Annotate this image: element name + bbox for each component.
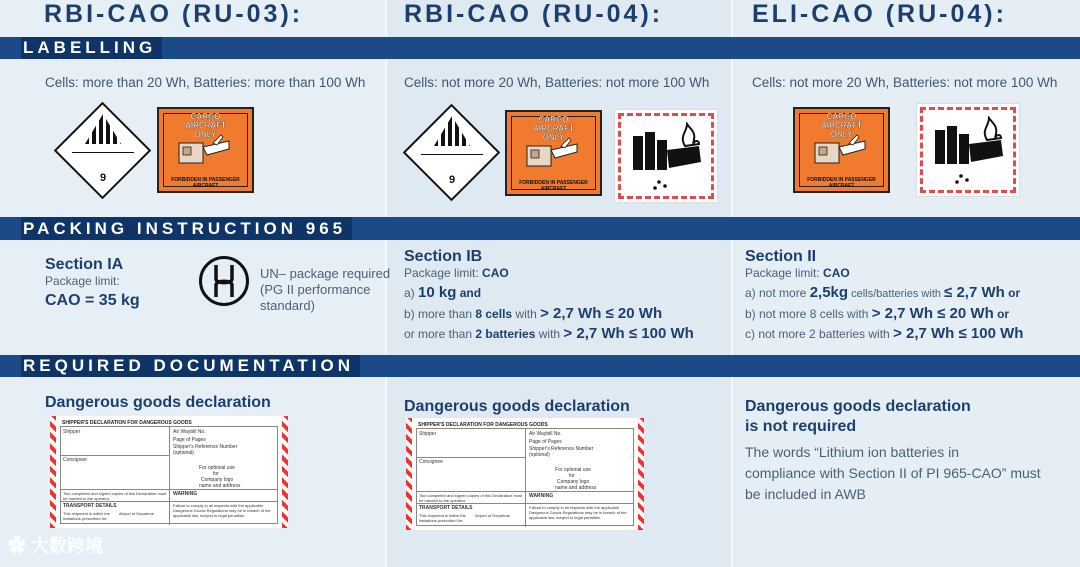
cargo-aircraft-only-label bbox=[157, 107, 254, 193]
form-line bbox=[61, 455, 169, 456]
dg-declaration-form-thumbnail bbox=[50, 416, 288, 528]
lithium-battery-mark bbox=[614, 109, 718, 203]
form-field-shipper: Shipper bbox=[63, 429, 81, 435]
rule-prefix: a) not more bbox=[745, 286, 810, 300]
rule-value: > 2,7 Wh ≤ 100 Wh bbox=[563, 325, 694, 342]
package-limit-value: CAO bbox=[482, 266, 509, 280]
section-ib-rule-c bbox=[404, 325, 694, 342]
form-line bbox=[525, 429, 526, 491]
section-band-required-documentation bbox=[0, 355, 1080, 377]
watermark-paw-icon: ✿ bbox=[8, 536, 26, 556]
section-ia-title: Section IA bbox=[45, 256, 124, 273]
form-field-company-logo: Company logo bbox=[201, 477, 234, 483]
rule-prefix: c) not more 2 batteries with bbox=[745, 327, 894, 341]
cells-limit-text: Cells: not more 20 Wh, Batteries: not more 100 Wh bbox=[752, 75, 1058, 90]
class9-hazard-label bbox=[403, 104, 501, 202]
un-package-line: standard) bbox=[260, 298, 315, 313]
cargo-label-footer: FORBIDDEN IN PASSENGER AIRCRAFT bbox=[807, 177, 876, 189]
doc-title: Dangerous goods declaration bbox=[45, 394, 271, 411]
cargo-plane-icon bbox=[521, 136, 581, 170]
form-field-warning: WARNING bbox=[529, 493, 554, 499]
section-ii-rule-a bbox=[745, 284, 1020, 301]
form-line bbox=[525, 491, 526, 527]
section-ii-awb-note: The words “Lithium ion batteries in bbox=[745, 444, 959, 460]
doc-title: Dangerous goods declaration bbox=[404, 398, 630, 415]
form-field-name-address: name and address bbox=[199, 483, 241, 489]
un-packaging-icon bbox=[199, 256, 249, 306]
class9-divider-line bbox=[421, 154, 483, 155]
class9-number: 9 bbox=[448, 174, 456, 186]
form-field-for: for bbox=[569, 473, 575, 479]
form-field-waybill: Air Waybill No. bbox=[529, 431, 562, 437]
package-limit-line bbox=[404, 266, 509, 280]
form-field-airport: Airport of Departure bbox=[119, 511, 155, 516]
rule-count: 8 cells bbox=[475, 307, 513, 321]
rule-mid: with bbox=[535, 327, 564, 341]
doc-title: Dangerous goods declaration bbox=[745, 398, 971, 415]
form-field-optional: (optional) bbox=[529, 452, 550, 458]
section-ib-rule-a bbox=[404, 284, 481, 301]
form-hatched-edge bbox=[282, 416, 288, 528]
form-field-optional-use: For optional use bbox=[555, 467, 591, 473]
cao-limit-value: CAO = 35 kg bbox=[45, 292, 140, 309]
form-field-consignee: Consignee bbox=[63, 457, 87, 463]
cargo-label-title: CARGO AIRCRAFT ONLY bbox=[533, 115, 574, 142]
rule-mid: cells/batteries with bbox=[848, 288, 945, 300]
package-limit-line bbox=[745, 266, 850, 280]
form-field-company-logo: Company logo bbox=[557, 479, 590, 485]
cargo-aircraft-only-label bbox=[793, 107, 890, 193]
rule-prefix: or more than bbox=[404, 327, 476, 341]
rule-prefix: b) more than bbox=[404, 307, 476, 321]
form-line bbox=[169, 427, 170, 489]
column-title-eli-ru04: ELI-CAO (RU-04): bbox=[752, 0, 1007, 28]
cargo-aircraft-only-label bbox=[505, 110, 602, 196]
band-label: LABELLING bbox=[21, 37, 162, 59]
dg-declaration-form-thumbnail bbox=[406, 418, 644, 530]
form-header: SHIPPER'S DECLARATION FOR DANGEROUS GOODS bbox=[418, 422, 548, 428]
form-field-optional-use: For optional use bbox=[199, 465, 235, 471]
rule-value: 10 kg bbox=[418, 284, 457, 301]
form-field-page: Page of Pages bbox=[173, 437, 206, 443]
form-field-optional: (optional) bbox=[173, 450, 194, 456]
cells-limit-text: Cells: more than 20 Wh, Batteries: more than 100 Wh bbox=[45, 75, 366, 90]
form-hatched-edge bbox=[50, 416, 56, 528]
form-field-warning: WARNING bbox=[173, 491, 198, 497]
section-ii-rule-c bbox=[745, 325, 1023, 342]
form-field-within: This shipment is within the limitations prescribed for: bbox=[419, 513, 466, 523]
form-field-page: Page of Pages bbox=[529, 439, 562, 445]
cargo-label-footer: FORBIDDEN IN PASSENGER AIRCRAFT bbox=[171, 177, 240, 189]
form-header: SHIPPER'S DECLARATION FOR DANGEROUS GOODS bbox=[62, 420, 192, 426]
form-field-airport: Airport of Departure bbox=[475, 513, 511, 518]
form-line bbox=[169, 489, 170, 525]
band-label: REQUIRED DOCUMENTATION bbox=[21, 355, 360, 377]
column-title-rbi-ru03: RBI-CAO (RU-03): bbox=[44, 0, 304, 28]
rule-suffix: or bbox=[993, 307, 1010, 321]
class9-hazard-label bbox=[54, 102, 152, 200]
un-symbol-icon bbox=[202, 259, 246, 303]
rule-mid: with bbox=[512, 307, 541, 321]
section-ii-title: Section II bbox=[745, 248, 817, 265]
form-field-transport: TRANSPORT DETAILS bbox=[419, 505, 473, 511]
form-hatched-edge bbox=[406, 418, 412, 530]
form-field-name-address: name and address bbox=[555, 485, 597, 491]
section-ii-awb-note: be included in AWB bbox=[745, 486, 866, 502]
class9-number: 9 bbox=[99, 172, 107, 184]
rule-suffix: and bbox=[456, 286, 482, 300]
column-divider bbox=[731, 0, 733, 567]
form-field-two-copies: Two completed and signed copies of this Declaration must be handed to the operator. bbox=[419, 493, 523, 503]
rule-prefix: a) bbox=[404, 286, 419, 300]
battery-fire-icon bbox=[931, 116, 1007, 188]
section-band-packing-instruction bbox=[0, 217, 1080, 240]
rule-value: 2,5kg bbox=[809, 284, 849, 301]
form-field-waybill: Air Waybill No. bbox=[173, 429, 206, 435]
section-ib-rule-b bbox=[404, 305, 662, 322]
rule-prefix: b) not more 8 cells with bbox=[745, 307, 872, 321]
rule-value: > 2,7 Wh ≤ 100 Wh bbox=[893, 325, 1024, 342]
form-field-within: This shipment is within the limitations prescribed for: bbox=[63, 511, 110, 521]
form-hatched-edge bbox=[638, 418, 644, 530]
section-band-labelling bbox=[0, 37, 1080, 59]
cells-limit-text: Cells: not more 20 Wh, Batteries: not more 100 Wh bbox=[404, 75, 710, 90]
rule-value: > 2,7 Wh ≤ 20 Wh bbox=[540, 305, 663, 322]
un-package-line: UN– package required bbox=[260, 266, 391, 281]
rule-value: > 2,7 Wh ≤ 20 Wh bbox=[871, 305, 994, 322]
cargo-plane-icon bbox=[173, 133, 233, 167]
watermark-text: 大数跨境 bbox=[31, 536, 104, 556]
cargo-label-footer: FORBIDDEN IN PASSENGER AIRCRAFT bbox=[519, 180, 588, 192]
battery-fire-icon bbox=[629, 122, 705, 194]
package-limit-label: Package limit: bbox=[404, 266, 483, 280]
section-ii-rule-b bbox=[745, 305, 1009, 322]
rule-range: ≤ 2,7 Wh bbox=[944, 284, 1005, 301]
rule-suffix: or bbox=[1004, 286, 1021, 300]
watermark-logo bbox=[8, 532, 103, 558]
form-field-failure: Failure to comply in all respects with the applicable Dangerous Goods Regulations may be in breach of the applicable law, subject to legal penalties. bbox=[173, 503, 271, 518]
column-title-rbi-ru04: RBI-CAO (RU-04): bbox=[404, 0, 664, 28]
rule-count: 2 batteries bbox=[475, 327, 536, 341]
form-field-transport: TRANSPORT DETAILS bbox=[63, 503, 117, 509]
package-limit-label: Package limit: bbox=[45, 274, 120, 288]
form-grid bbox=[416, 428, 634, 526]
form-grid bbox=[60, 426, 278, 524]
column-divider bbox=[385, 0, 387, 567]
cargo-label-title: CARGO AIRCRAFT ONLY bbox=[185, 112, 226, 139]
form-line bbox=[417, 457, 525, 458]
form-field-failure: Failure to comply in all respects with the applicable Dangerous Goods Regulations may be in breach of the applicable law, subject to legal penalties. bbox=[529, 505, 627, 520]
package-limit-label: Package limit: bbox=[745, 266, 824, 280]
form-field-ref: Shipper's Reference Number bbox=[529, 446, 594, 452]
form-field-two-copies: Two completed and signed copies of this Declaration must be handed to the operator. bbox=[63, 491, 167, 501]
form-field-shipper: Shipper bbox=[419, 431, 437, 437]
cargo-label-title: CARGO AIRCRAFT ONLY bbox=[821, 112, 862, 139]
band-label: PACKING INSTRUCTION 965 bbox=[21, 217, 352, 240]
lithium-battery-mark bbox=[916, 103, 1020, 197]
class9-divider-line bbox=[72, 152, 134, 153]
form-field-for: for bbox=[213, 471, 219, 477]
un-package-line: (PG II performance bbox=[260, 282, 371, 297]
cargo-plane-icon bbox=[809, 133, 869, 167]
section-ib-title: Section IB bbox=[404, 248, 483, 265]
section-ii-awb-note: compliance with Section II of PI 965-CAO” must bbox=[745, 465, 1041, 481]
package-limit-value: CAO bbox=[823, 266, 850, 280]
form-field-consignee: Consignee bbox=[419, 459, 443, 465]
form-field-ref: Shipper's Reference Number bbox=[173, 444, 238, 450]
doc-not-required: is not required bbox=[745, 418, 857, 435]
